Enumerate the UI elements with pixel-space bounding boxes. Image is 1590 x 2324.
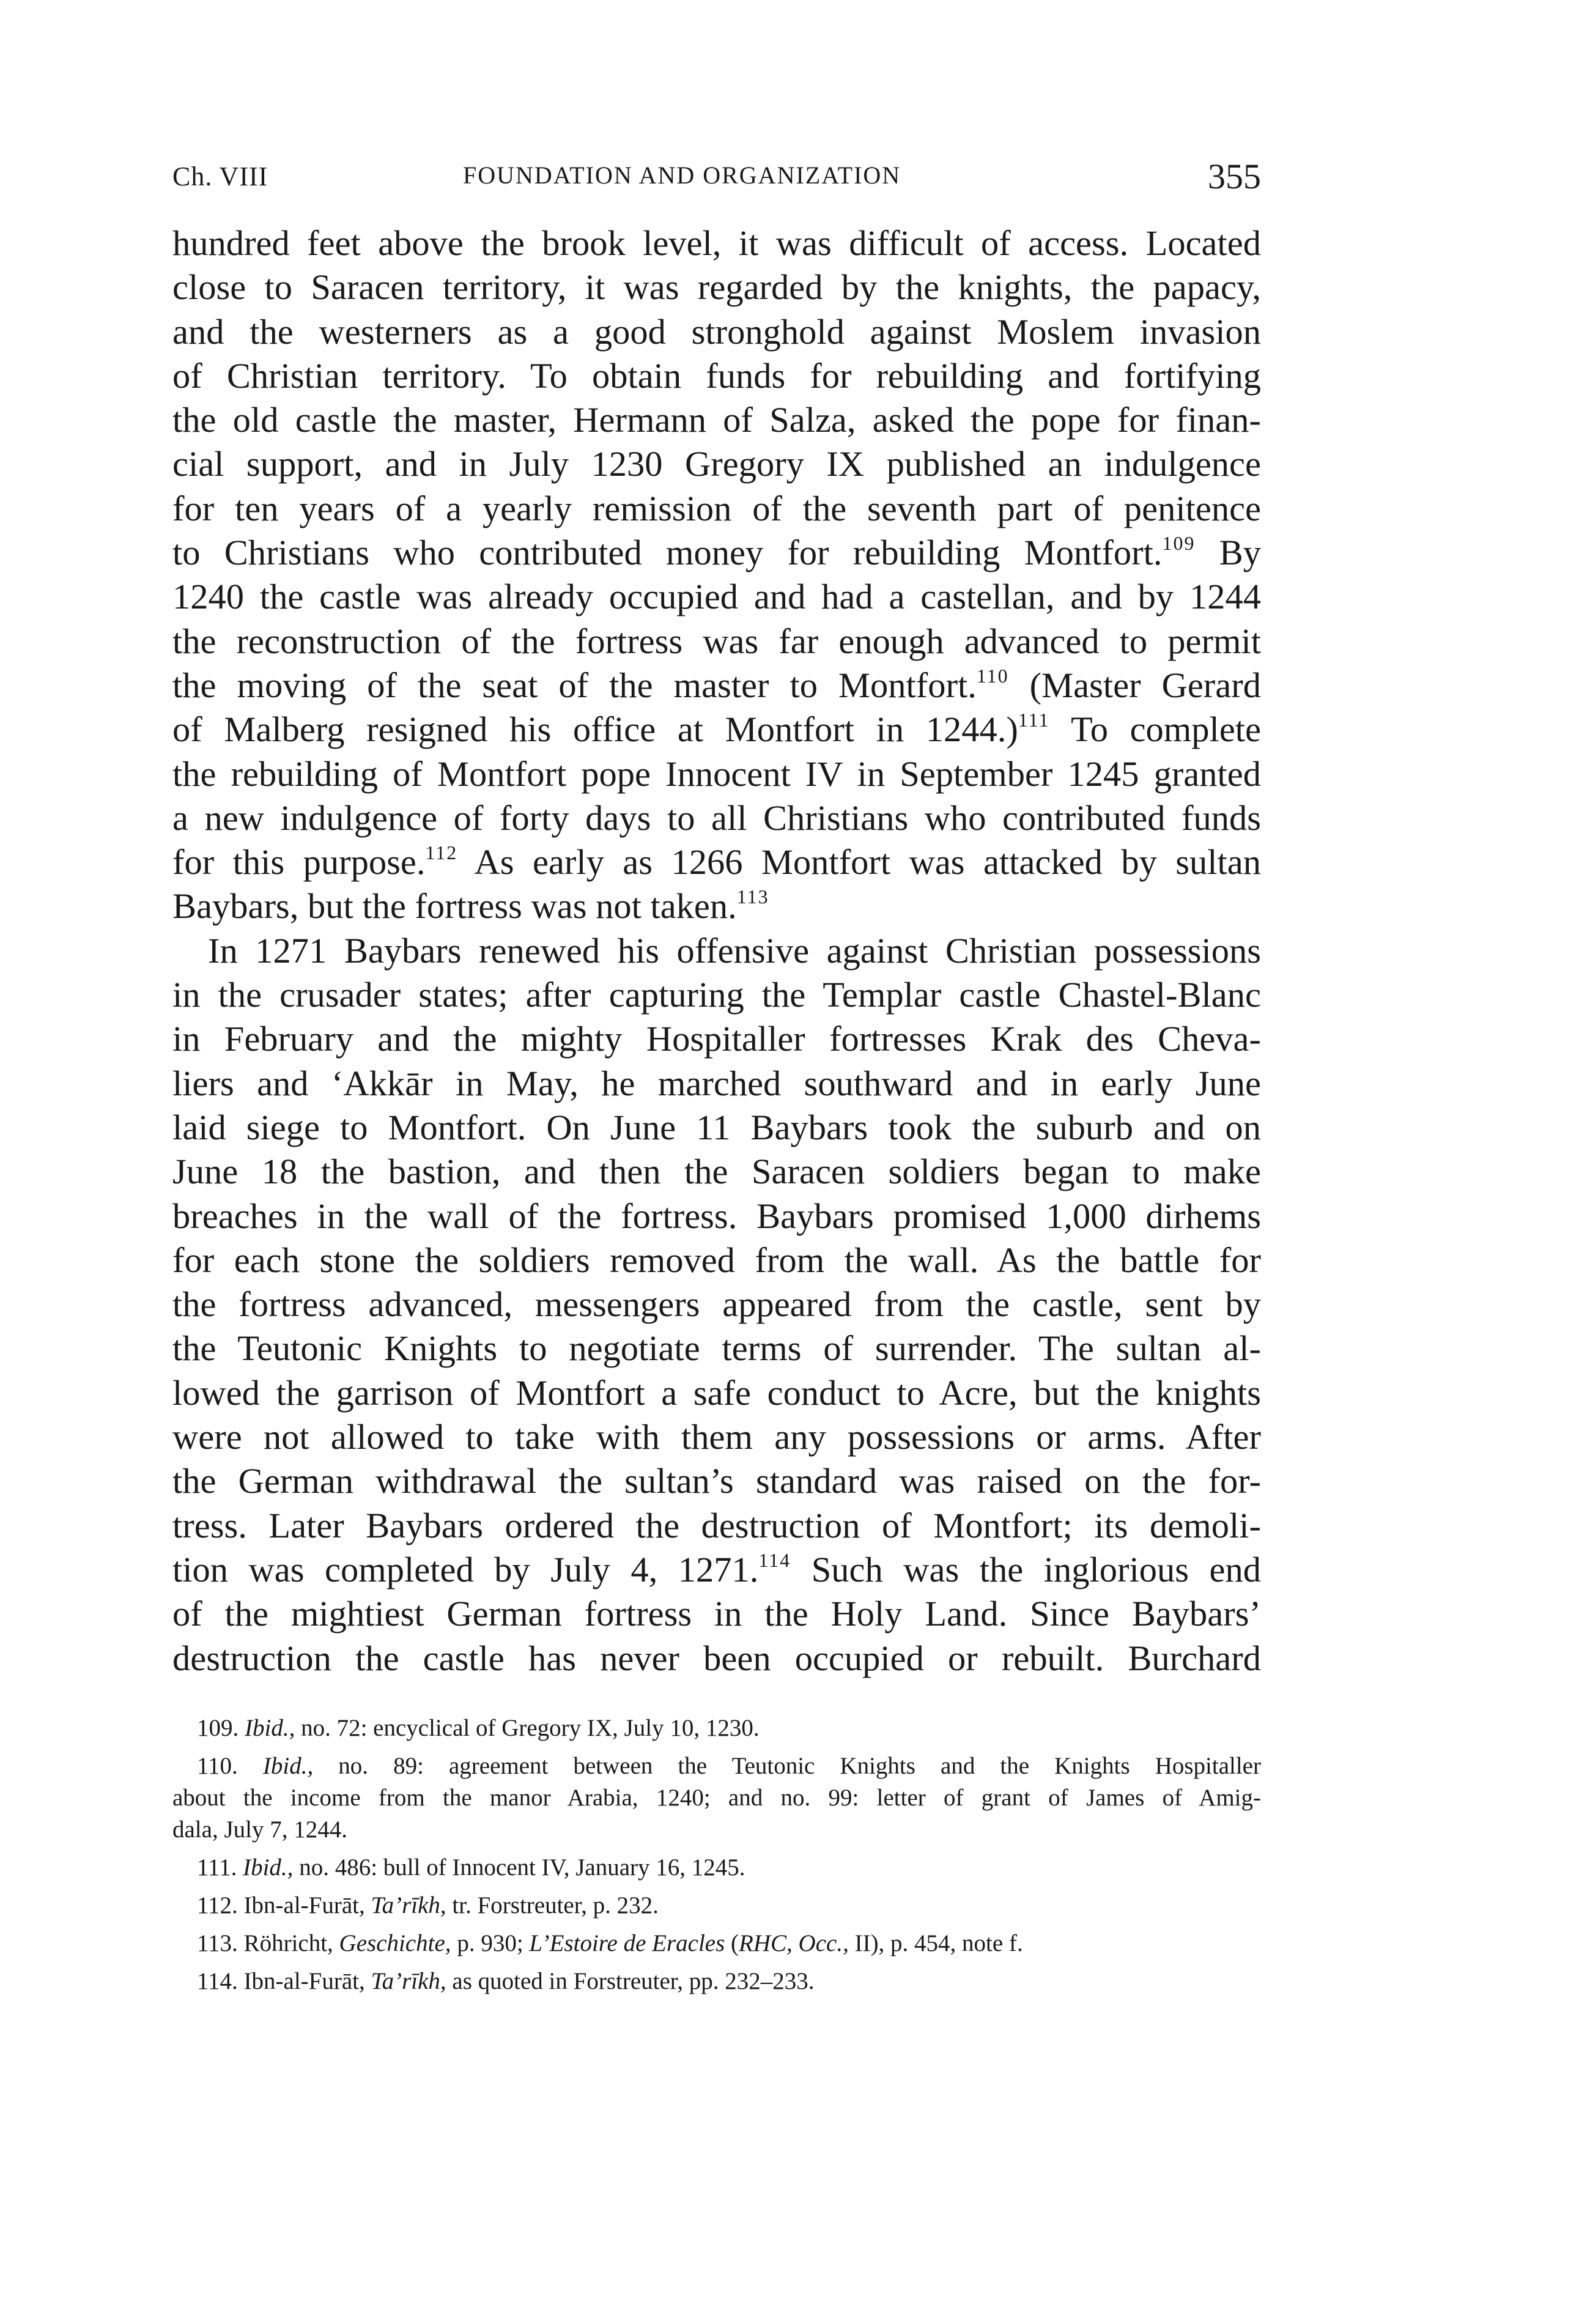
footnote-line: about the income from the manor Arabia, 1240; and no. 99: letter of grant of James of Amig-	[172, 1785, 1261, 1811]
text-line: cial support, and in July 1230 Gregory IX published an indulgence	[172, 444, 1261, 484]
footnote-text: tr. Forstreuter, p. 232.	[446, 1892, 659, 1919]
footnote-ref-111: 111	[1018, 709, 1050, 731]
footnote-number: 111.	[197, 1854, 243, 1881]
text-line: In 1271 Baybars renewed his offensive against Christian possessions	[208, 930, 1261, 971]
footnote-112	[172, 1890, 1261, 1922]
running-header	[172, 156, 1261, 199]
footnote-text: Röhricht,	[243, 1930, 339, 1956]
footnote-italic: Ta’rīkh,	[371, 1892, 446, 1919]
text-line: 1240 the castle was already occupied and had a castellan, and by 1244	[172, 577, 1261, 617]
page-number: 355	[1208, 157, 1261, 196]
text-segment: for this purpose.	[172, 842, 426, 883]
footnote-ref-113: 113	[736, 886, 769, 908]
footnote-italic: L’Estoire de Eracles	[529, 1930, 725, 1956]
text-segment: of Malberg resigned his office at Montfort in 1244.)	[172, 709, 1018, 750]
text-line: for each stone the soldiers removed from the wall. As the battle for	[172, 1240, 1261, 1280]
text-line: liers and ‘Akkār in May, he marched southward and in early June	[172, 1063, 1261, 1103]
footnotes	[172, 1712, 1261, 2004]
text-line: and the westerners as a good stronghold against Moslem invasion	[172, 311, 1261, 352]
footnote-109	[172, 1712, 1261, 1744]
text-line: hundred feet above the brook level, it was difficult of access. Located	[172, 223, 1261, 263]
footnote-113	[172, 1928, 1261, 1959]
text-line: the reconstruction of the fortress was far enough advanced to permit	[172, 621, 1261, 661]
footnote-italic: Ibid.,	[243, 1854, 294, 1881]
footnote-text: II), p. 454, note f.	[848, 1930, 1023, 1956]
text-line	[172, 840, 1261, 884]
footnote-italic: Geschichte,	[339, 1930, 451, 1956]
footnote-111	[172, 1852, 1261, 1884]
footnote-text: p. 930;	[451, 1930, 530, 1956]
text-line	[172, 708, 1261, 752]
text-line: were not allowed to take with them any possessions or arms. After	[172, 1417, 1261, 1457]
footnote-ref-110: 110	[976, 664, 1009, 687]
text-line: the German withdrawal the sultan’s standard was raised on the for-	[172, 1461, 1261, 1501]
text-line: laid siege to Montfort. On June 11 Baybars took the suburb and on	[172, 1107, 1261, 1147]
text-segment: To complete	[1049, 709, 1261, 750]
footnote-number: 112.	[197, 1892, 244, 1919]
main-text	[172, 221, 1261, 1681]
text-line: the Teutonic Knights to negotiate terms of surrender. The sultan al-	[172, 1328, 1261, 1369]
text-line: for ten years of a yearly remission of the seventh part of penitence	[172, 488, 1261, 528]
text-line	[172, 1548, 1261, 1592]
footnote-110	[172, 1750, 1261, 1846]
footnote-number: 109.	[197, 1715, 245, 1741]
text-line: in the crusader states; after capturing the Templar castle Chastel-Blanc	[172, 975, 1261, 1015]
footnote-text: no. 72: encyclical of Gregory IX, July 10, 1230.	[295, 1715, 760, 1741]
footnote-line	[172, 1750, 1261, 1782]
text-segment: (Master Gerard	[1008, 665, 1261, 705]
paragraph-2	[172, 929, 1261, 1681]
footnote-text: as quoted in Forstreuter, pp. 232–233.	[446, 1968, 815, 1994]
text-line: lowed the garrison of Montfort a safe conduct to Acre, but the knights	[172, 1372, 1261, 1413]
text-segment: As early as 1266 Montfort was attacked by sultan	[457, 842, 1262, 883]
text-line: the fortress advanced, messengers appeared from the castle, sent by	[172, 1284, 1261, 1325]
text-line: the rebuilding of Montfort pope Innocent IV in September 1245 granted	[172, 753, 1261, 794]
footnote-italic: RHC, Occ.,	[739, 1930, 849, 1956]
text-line: the old castle the master, Hermann of Salza, asked the pope for finan-	[172, 400, 1261, 440]
footnote-ref-109: 109	[1162, 532, 1196, 555]
text-line: of the mightiest German fortress in the Holy Land. Since Baybars’	[172, 1594, 1261, 1634]
footnote-italic: Ibid.,	[262, 1753, 314, 1779]
footnote-italic: Ta’rīkh,	[371, 1968, 446, 1994]
footnote-text: no. 89: agreement between the Teutonic Knights and the Knights Hospitaller	[313, 1753, 1261, 1779]
footnote-ref-114: 114	[758, 1549, 791, 1571]
paragraph-1	[172, 221, 1261, 929]
text-segment: the moving of the seat of the master to Montfort.	[172, 665, 977, 705]
text-line: breaches in the wall of the fortress. Baybars promised 1,000 dirhems	[172, 1196, 1261, 1236]
text-line: of Christian territory. To obtain funds for rebuilding and fortifying	[172, 355, 1261, 396]
footnote-114	[172, 1966, 1261, 1997]
chapter-label: Ch. VIII	[172, 161, 268, 191]
footnote-line: dala, July 7, 1244.	[172, 1816, 347, 1843]
text-line: tress. Later Baybars ordered the destruction of Montfort; its demoli-	[172, 1505, 1261, 1545]
text-segment: tion was completed by July 4, 1271.	[172, 1549, 759, 1589]
text-segment: to Christians who contributed money for rebuilding Montfort.	[172, 533, 1163, 573]
footnote-number: 114.	[197, 1968, 244, 1994]
text-line: destruction the castle has never been occupied or rebuilt. Burchard	[172, 1638, 1261, 1678]
running-title: FOUNDATION AND ORGANIZATION	[463, 161, 901, 189]
footnote-number: 110.	[197, 1753, 263, 1779]
footnote-text: no. 486: bull of Innocent IV, January 16, 1245.	[293, 1854, 745, 1881]
footnote-ref-112: 112	[425, 842, 458, 864]
text-segment: By	[1195, 533, 1261, 573]
text-line: June 18 the bastion, and then the Saracen soldiers began to make	[172, 1152, 1261, 1192]
footnote-text: Ibn-al-Furāt,	[243, 1892, 371, 1919]
text-line	[172, 531, 1261, 575]
text-line	[172, 664, 1261, 708]
text-line: in February and the mighty Hospitaller fortresses Krak des Cheva-	[172, 1019, 1261, 1059]
text-segment: Such was the inglorious end	[791, 1549, 1261, 1589]
footnote-number: 113.	[197, 1930, 244, 1956]
text-line	[172, 884, 1261, 928]
footnote-italic: Ibid.,	[245, 1715, 295, 1741]
footnote-text: Ibn-al-Furāt,	[243, 1968, 371, 1994]
footnote-text: (	[725, 1930, 739, 1956]
text-segment: Baybars, but the fortress was not taken.	[172, 886, 737, 927]
text-line: a new indulgence of forty days to all Christians who contributed funds	[172, 797, 1261, 838]
text-line: close to Saracen territory, it was regarded by the knights, the papacy,	[172, 267, 1261, 308]
